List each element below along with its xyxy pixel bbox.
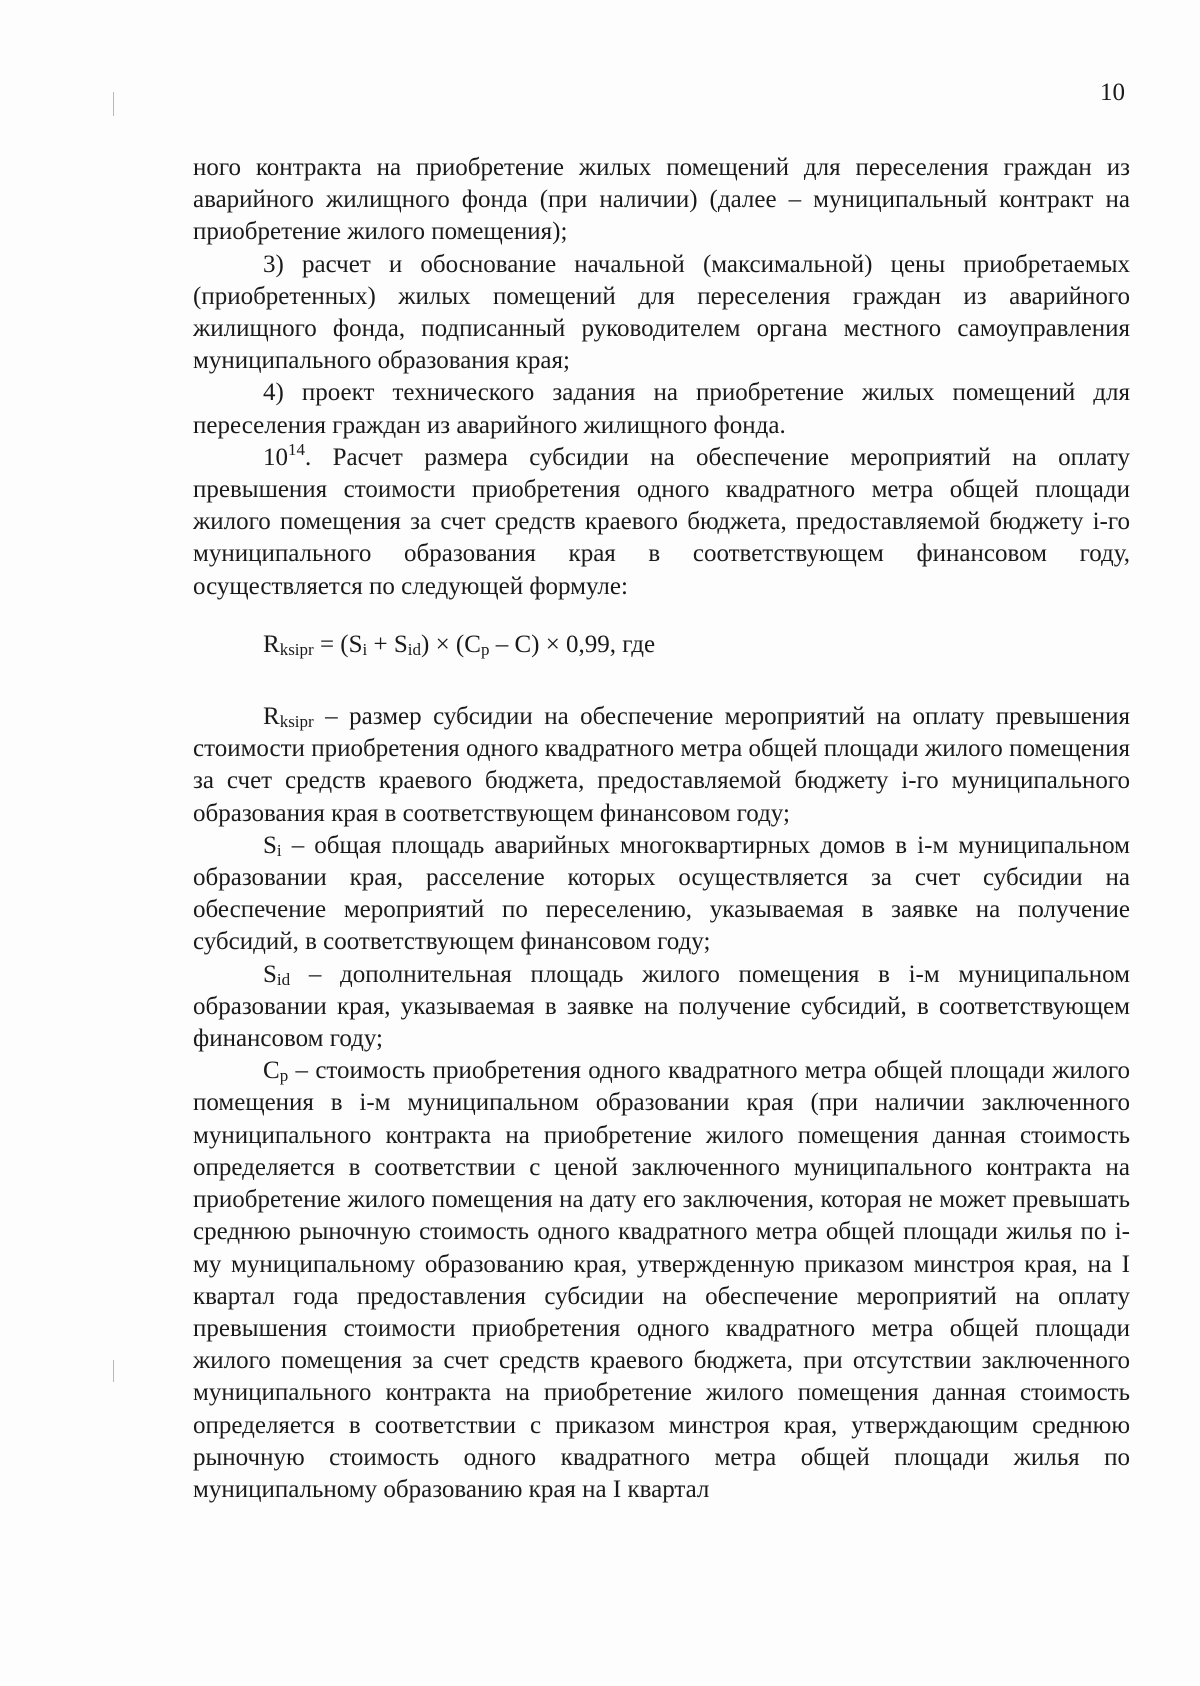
clause-number: 10 xyxy=(263,443,288,471)
paragraph-clause-10-14 xyxy=(193,439,1130,603)
definition-symbol-sub: id xyxy=(276,969,291,989)
definition-text: – дополнительная площадь жилого помещения в i-м муниципальном образовании края, указываемая в заявке на получение субсидий, в соответствующем финансовом году; xyxy=(193,960,1130,1053)
scan-edge-mark-top xyxy=(113,92,114,116)
page-number: 10 xyxy=(1100,79,1125,106)
definition-symbol-sub: ksipr xyxy=(279,712,314,732)
formula-plus: + S xyxy=(367,630,408,658)
formula-sid-sub: id xyxy=(407,639,421,659)
definition-symbol: S xyxy=(263,831,277,859)
definition-si xyxy=(193,830,1130,959)
definition-text: – общая площадь аварийных многоквартирных домов в i-м муниципальном образовании края, расселение которых осуществляется за счет субсидии на обеспечение мероприятий по переселению, указываемая в заявке на получение субсидий, в соответствующем финансовом году; xyxy=(193,831,1130,956)
paragraph-item-3: 3) расчет и обоснование начальной (максимальной) цены приобретаемых (приобретенных) жилых помещений для переселения граждан из аварийного жилищного фонда, подписанный руководителем органа местного самоуправления муниципального образования края; xyxy=(193,250,1130,375)
formula-r: R xyxy=(263,630,280,658)
formula-r-sub: ksipr xyxy=(279,639,314,659)
definition-sid xyxy=(193,959,1130,1056)
definition-symbol-sub: p xyxy=(279,1066,289,1086)
clause-superscript: 14 xyxy=(288,439,305,459)
scan-edge-mark-bottom xyxy=(113,1360,114,1382)
definition-text: – размер субсидии на обеспечение мероприятий на оплату превышения стоимости приобретения одного квадратного метра общей площади жилого помещения за счет средств краевого бюджета, предоставляемой бюджету i-го муниципального образования края в соответствующем финансовом году; xyxy=(193,703,1130,827)
paragraph-item-4: 4) проект технического задания на приобретение жилых помещений для переселения граждан из аварийного жилищного фонда. xyxy=(193,379,1130,439)
clause-text: . Расчет размера субсидии на обеспечение мероприятий на оплату превышения стоимости приобретения одного квадратного метра общей площади жилого помещения за счет средств краевого бюджета, предоставляемой бюджету i-го муниципального образования края в соответствующем финансовом году, осуществляется по следующей формуле: xyxy=(193,443,1130,600)
definition-cp xyxy=(193,1055,1130,1506)
formula-si-sub: i xyxy=(362,639,368,659)
formula-cp-sub: p xyxy=(480,639,490,659)
formula-eq-open: = (S xyxy=(313,630,363,658)
definition-symbol: R xyxy=(263,703,280,731)
formula-end: – C) × 0,99, где xyxy=(489,630,656,658)
definition-text: – стоимость приобретения одного квадратного метра общей площади жилого помещения в i-м муниципальном образовании края (при наличии заключенного муниципального контракта на приобретение жилого помещения данная стоимость определяется в соответствии с ценой заключенного муниципального контракта на приобретение жилого помещения на дату его заключения, которая не может превышать среднюю рыночную стоимость одного квадратного метра общей площади жилья по i-му муниципальному образованию края, утвержденную приказом минстроя края, на I квартал года предоставления субсидии на обеспечение мероприятий на оплату превышения стоимости приобретения одного квадратного метра общей площади жилого помещения за счет средств краевого бюджета, при отсутствии заключенного муниципального контракта на приобретение жилого помещения данная стоимость определяется в соответствии с приказом минстроя края, утверждающим среднюю рыночную стоимость одного квадратного метра общей площади жилья по муниципальному образованию края на I квартал xyxy=(193,1057,1130,1503)
definition-rksipr xyxy=(193,701,1130,830)
definition-symbol: S xyxy=(263,960,277,988)
definition-symbol: C xyxy=(263,1057,280,1085)
formula-mid: ) × (C xyxy=(421,630,481,658)
paragraph-contract-continuation: ного контракта на приобретение жилых помещений для переселения граждан из аварийного жилищного фонда (при наличии) (далее – муниципальный контракт на приобретение жилого помещения); xyxy=(193,154,1130,246)
subsidy-formula xyxy=(193,629,1130,661)
document-body xyxy=(193,152,1130,1506)
definition-symbol-sub: i xyxy=(276,840,282,860)
